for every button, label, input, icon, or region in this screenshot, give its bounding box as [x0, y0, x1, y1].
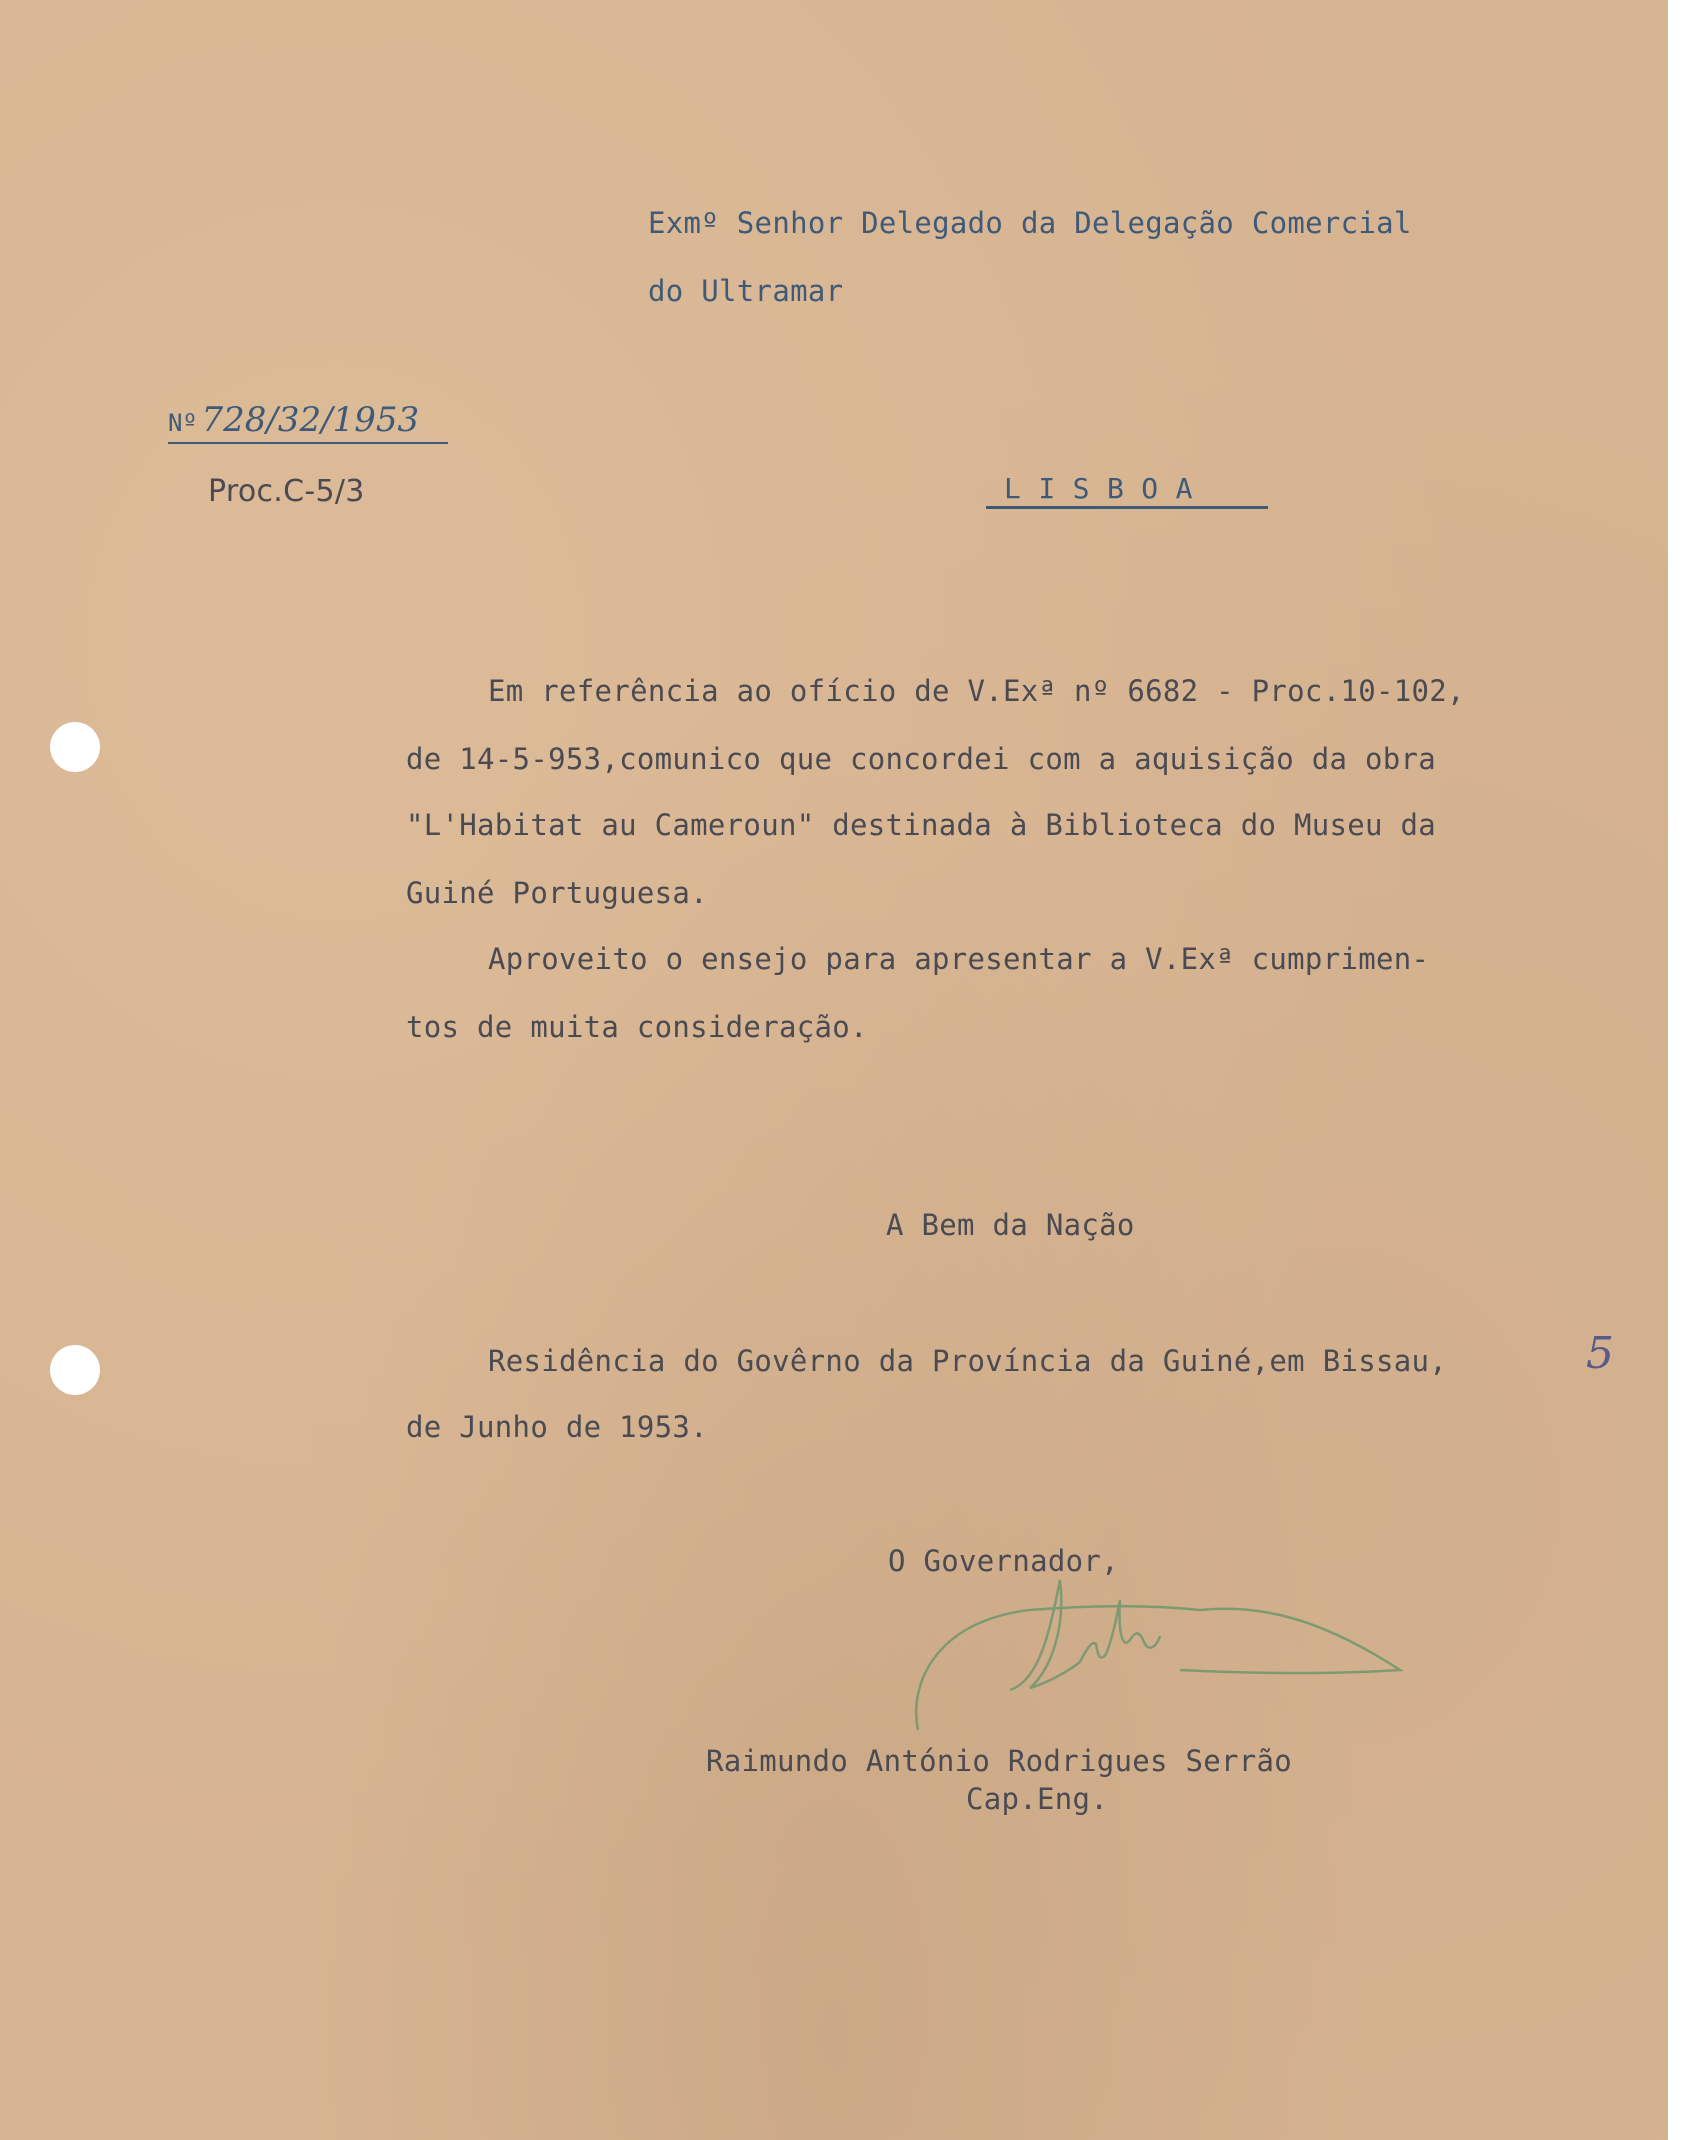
body-line-6: tos de muita consideração.	[406, 1010, 868, 1044]
destination-underline	[986, 506, 1268, 509]
body-line-1: Em referência ao ofício de V.Exª nº 6682 - Proc.10-102,	[488, 674, 1465, 708]
body-line-3: "L'Habitat au Cameroun" destinada à Biblioteca do Museu da	[406, 808, 1437, 842]
addressee-line-2: do Ultramar	[648, 274, 844, 308]
handwritten-signature	[900, 1570, 1420, 1740]
process-reference: Proc.C-5/3	[208, 474, 365, 509]
scan-margin	[1668, 0, 1685, 2140]
reference-number-underline	[168, 442, 448, 444]
destination-city: L I S B O A	[1004, 472, 1193, 505]
reference-number	[168, 400, 419, 444]
place-date-line-2: de Junho de 1953.	[406, 1410, 708, 1444]
signature-title: O Governador,	[888, 1544, 1119, 1578]
signatory-name: Raimundo António Rodrigues Serrão	[706, 1744, 1293, 1778]
body-line-4: Guiné Portuguesa.	[406, 876, 708, 910]
reference-number-handwritten: 728/32/1953	[201, 400, 420, 440]
punch-hole-top	[50, 722, 100, 772]
signatory-rank: Cap.Eng.	[966, 1782, 1109, 1816]
salutation: A Bem da Nação	[886, 1208, 1135, 1242]
date-day-handwritten: 5	[1586, 1328, 1614, 1379]
addressee-line-1: Exmº Senhor Delegado da Delegação Comercial	[648, 206, 1412, 240]
punch-hole-bottom	[50, 1345, 100, 1395]
body-line-2: de 14-5-953,comunico que concordei com a aquisição da obra	[406, 742, 1437, 776]
place-date-line-1: Residência do Govêrno da Província da Guiné,em Bissau,	[488, 1344, 1448, 1378]
body-line-5: Aproveito o ensejo para apresentar a V.Exª cumprimen-	[488, 942, 1430, 976]
reference-number-prefix: Nº	[168, 409, 198, 437]
